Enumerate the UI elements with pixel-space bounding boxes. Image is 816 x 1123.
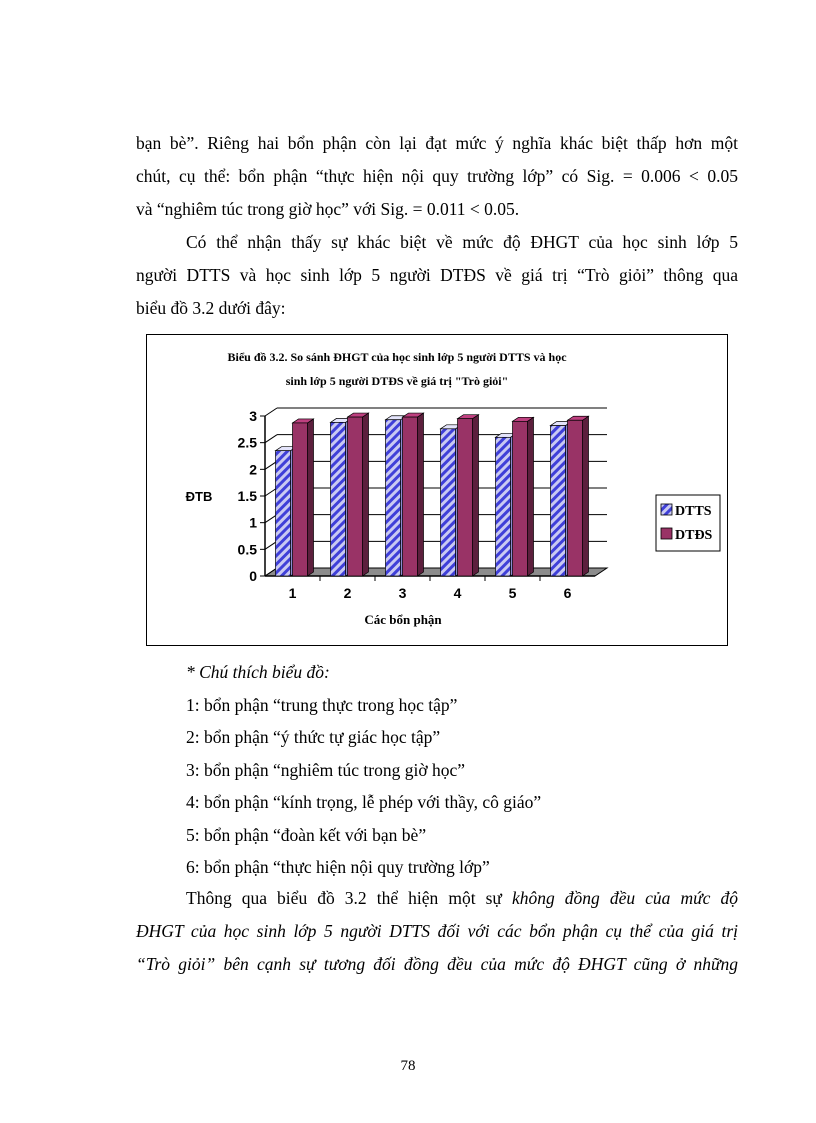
chart-legend <box>656 495 720 551</box>
bar-front <box>496 437 511 576</box>
text-line: bạn bè”. Riêng hai bổn phận còn lại đạt mức ý nghĩa khác biệt thấp hơn một <box>136 133 738 153</box>
y-tick-label: 0 <box>249 568 257 584</box>
bar-front <box>551 426 566 576</box>
note-item: 3: bổn phận “nghiêm túc trong giờ học” <box>186 759 465 780</box>
bar-front <box>276 451 291 576</box>
bars <box>276 413 589 576</box>
x-tick-label: 5 <box>508 585 517 601</box>
x-tick-label: 3 <box>398 585 407 601</box>
x-tick-label: 2 <box>343 585 352 601</box>
legend-label: DTĐS <box>675 528 713 543</box>
note-item: 5: bổn phận “đoàn kết với bạn bè” <box>186 824 427 845</box>
page-number: 78 <box>400 1058 416 1074</box>
paragraph-intro <box>136 226 738 325</box>
text-italic: không đồng đều của mức độ <box>511 888 738 908</box>
paragraph-top <box>136 127 738 226</box>
y-axis <box>238 408 265 584</box>
text-line <box>136 882 738 915</box>
legend-swatch <box>661 504 672 515</box>
chart-title: sinh lớp 5 người DTĐS về giá trị "Trò giỏi" <box>285 374 509 388</box>
gridline <box>265 435 277 443</box>
note-item: 4: bổn phận “kính trọng, lễ phép với thầy, cô giáo” <box>186 792 542 812</box>
legend-swatch <box>661 528 672 539</box>
bar-dtđs-5 <box>513 417 534 576</box>
bar-front <box>386 420 401 576</box>
bar-side <box>583 416 589 576</box>
text-line: chút, cụ thể: bổn phận “thực hiện nội quy trường lớp” có Sig. = 0.006 < 0.05 <box>136 166 738 186</box>
text-line: người DTTS và học sinh lớp 5 người DTĐS về giá trị “Trò giỏi” thông qua <box>136 265 738 285</box>
y-tick-label: 1.5 <box>237 488 257 504</box>
bar-side <box>473 415 479 576</box>
notes-heading: * Chú thích biểu đồ: <box>186 662 330 682</box>
text-normal: Thông qua biểu đồ 3.2 thể hiện một sự <box>186 888 512 908</box>
note-item: 6: bổn phận “thực hiện nội quy trường lớp” <box>186 857 490 877</box>
bar-front <box>458 419 473 576</box>
y-tick-label: 1 <box>249 514 257 531</box>
text-line: và “nghiêm túc trong giờ học” với Sig. = 0.011 < 0.05. <box>136 199 520 219</box>
gridline <box>265 408 277 416</box>
bar-front <box>513 421 528 576</box>
note-item: 1: bổn phận “trung thực trong học tập” <box>186 694 458 715</box>
chart-title: Biểu đồ 3.2. So sánh ĐHGT của học sinh lớp 5 người DTTS và học <box>227 350 567 364</box>
y-tick-label: 2 <box>249 461 257 478</box>
bar-dtđs-4 <box>458 415 479 576</box>
y-axis-label: ĐTB <box>185 489 213 504</box>
bar-dtđs-1 <box>293 419 314 576</box>
x-axis-label: Các bổn phận <box>364 612 442 627</box>
y-tick-label: 3 <box>249 408 257 424</box>
bar-front <box>331 422 346 576</box>
x-axis <box>289 576 572 601</box>
note-item: 2: bổn phận “ý thức tự giác học tập” <box>186 727 441 747</box>
text-line: ĐHGT của học sinh lớp 5 người DTTS đối với các bổn phận cụ thể của giá trị <box>136 921 738 941</box>
y-tick-label: 2.5 <box>237 434 257 451</box>
bar-dtđs-2 <box>348 413 369 576</box>
paragraph-bottom <box>136 882 738 981</box>
text-line: Có thể nhận thấy sự khác biệt về mức độ ĐHGT của học sinh lớp 5 <box>186 232 738 252</box>
x-tick-label: 1 <box>288 585 297 601</box>
bar-side <box>363 413 369 576</box>
bar-front <box>441 429 456 576</box>
bar-front <box>348 417 363 576</box>
x-tick-label: 4 <box>453 585 462 601</box>
bar-dtđs-3 <box>403 413 424 576</box>
chart-frame <box>146 334 728 646</box>
x-tick-label: 6 <box>563 585 572 601</box>
bar-front <box>568 420 583 576</box>
bar-side <box>528 417 534 576</box>
bar-side <box>308 419 314 576</box>
bar-front <box>293 423 308 576</box>
text-line: “Trò giỏi” bên cạnh sự tương đối đồng đều của mức độ ĐHGT cũng ở những <box>136 954 738 974</box>
bar-front <box>403 417 418 576</box>
text-line: biểu đồ 3.2 dưới đây: <box>136 298 286 318</box>
bar-side <box>418 413 424 576</box>
chart-notes <box>186 656 541 884</box>
legend-label: DTTS <box>675 504 712 519</box>
bar-chart <box>147 335 729 647</box>
bar-dtđs-6 <box>568 416 589 576</box>
y-tick-label: 0.5 <box>237 541 257 558</box>
